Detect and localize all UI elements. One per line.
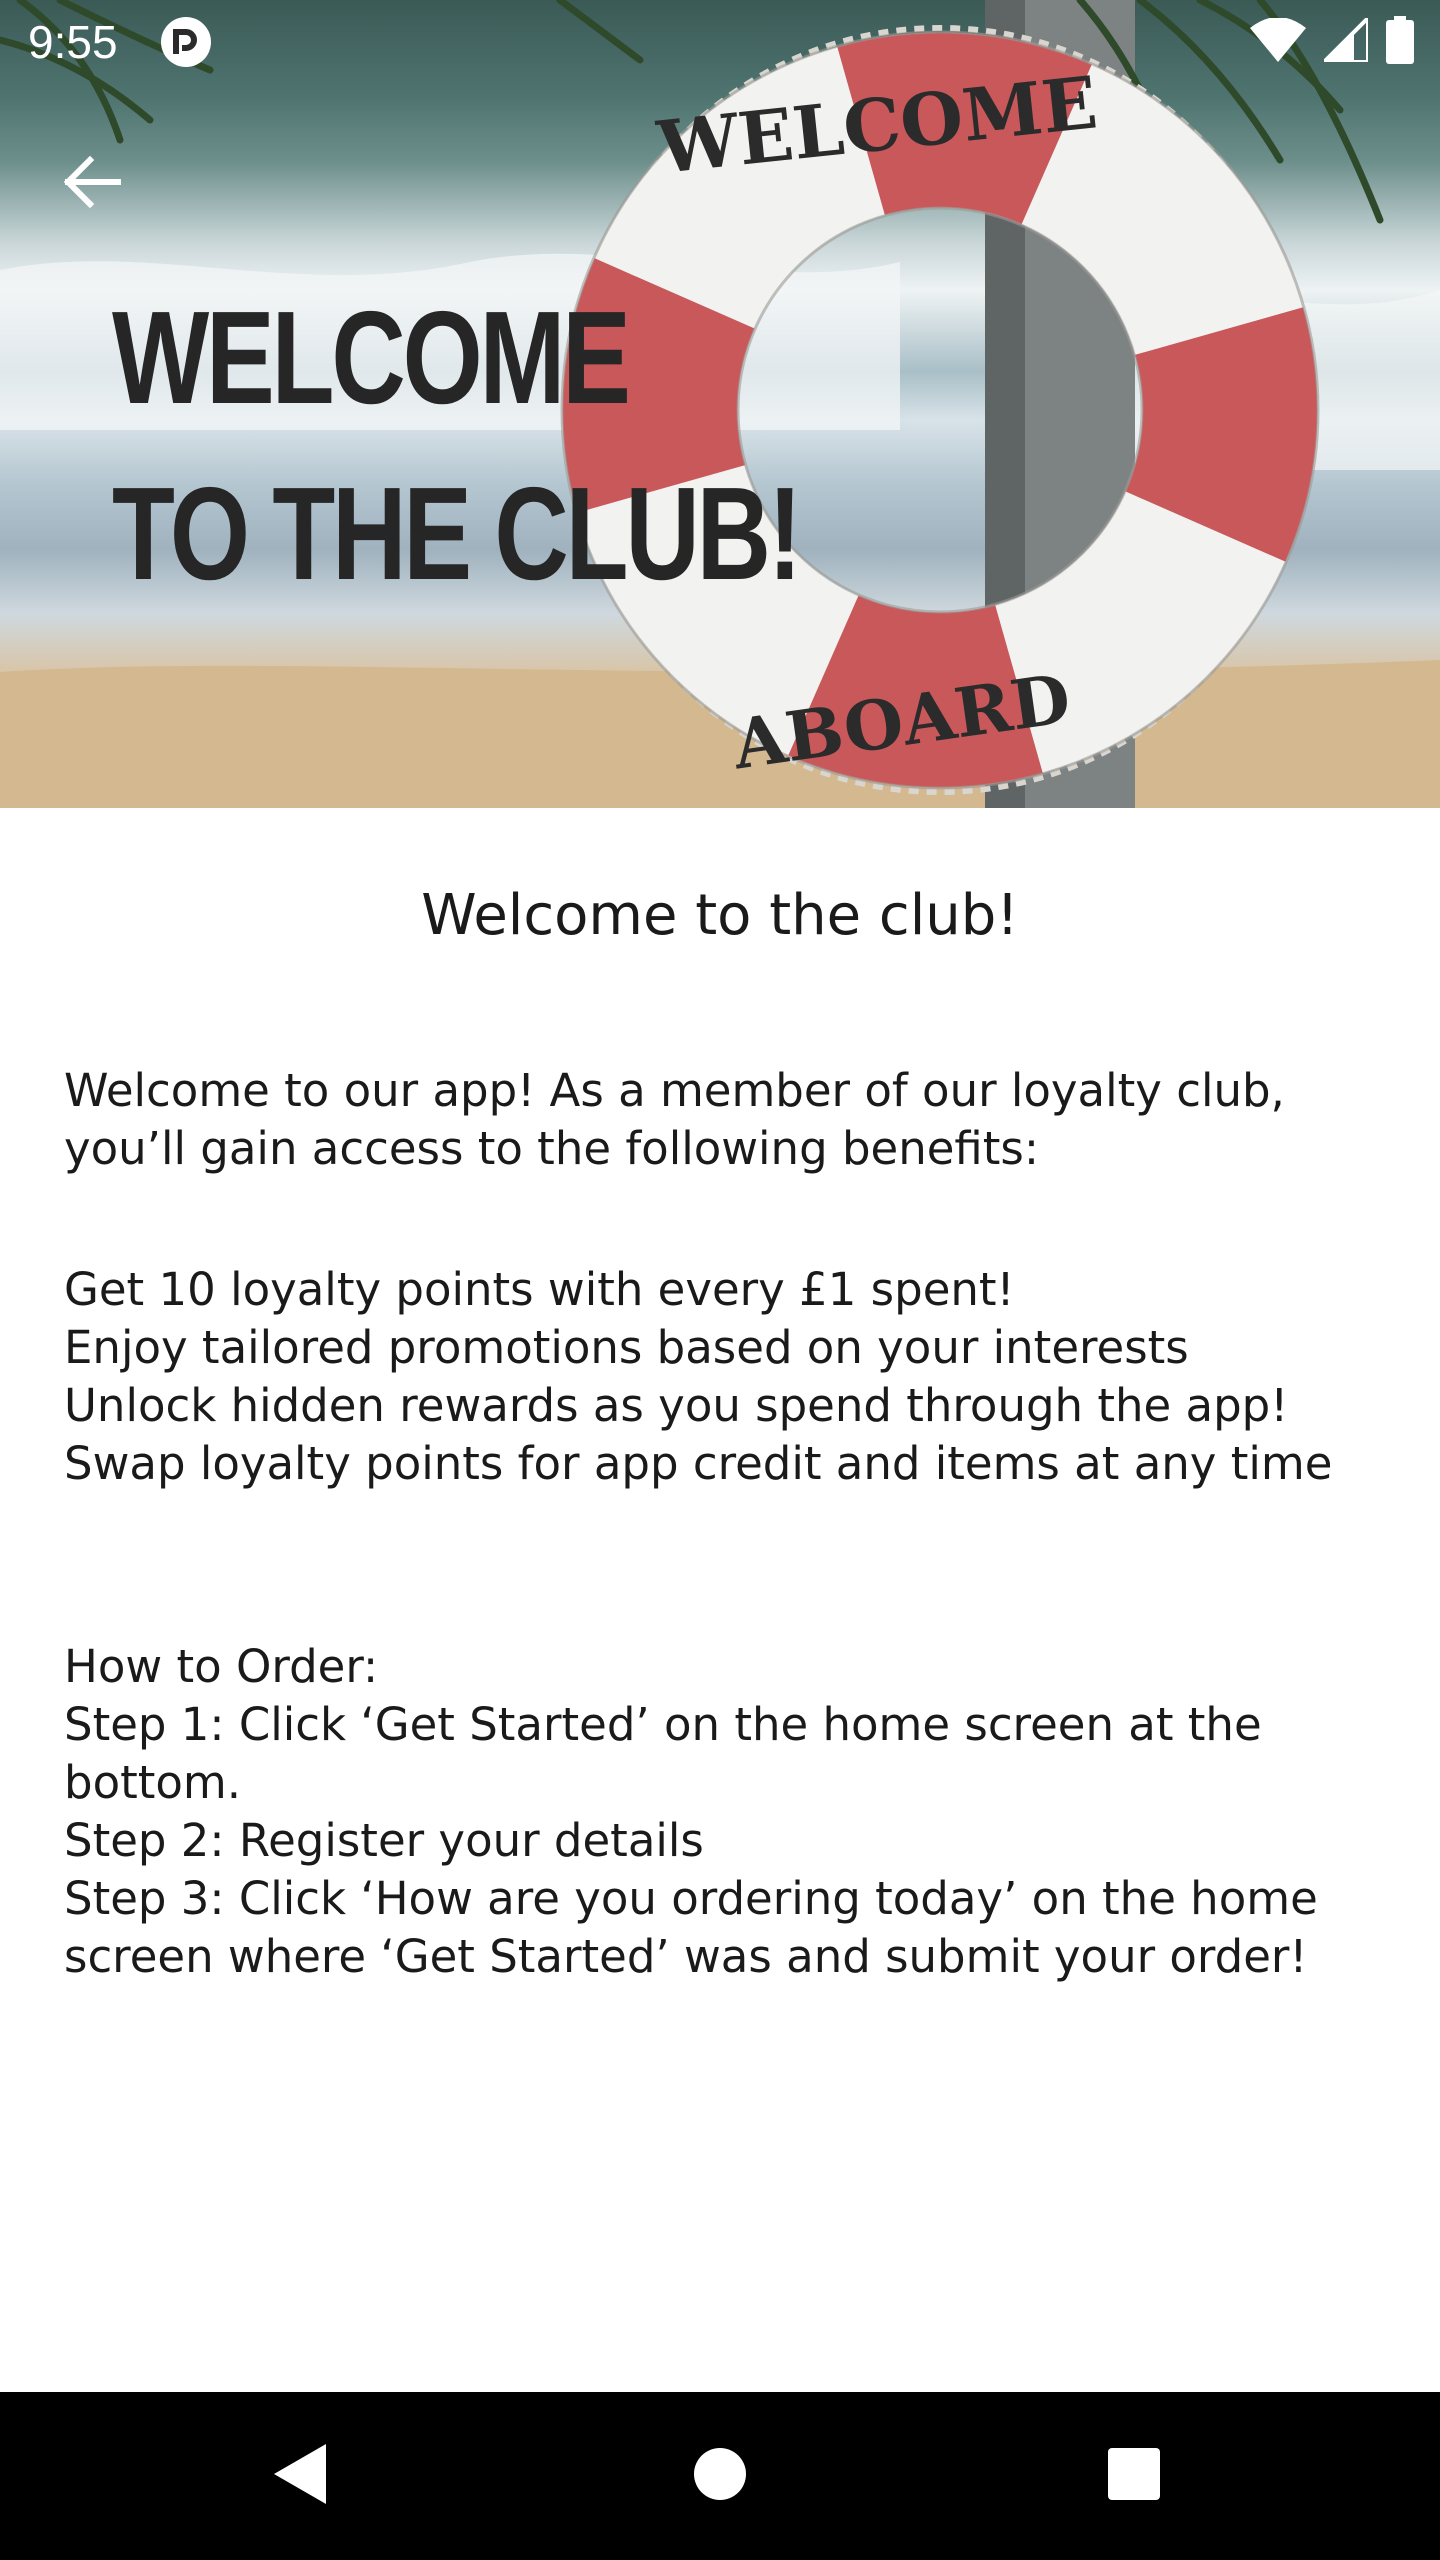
arrow-back-icon xyxy=(60,150,124,218)
page-title: Welcome to the club! xyxy=(421,883,1019,948)
benefits-section xyxy=(64,1261,1384,1493)
hero-image xyxy=(0,0,1440,808)
how-to-order-step: Step 2: Register your details xyxy=(64,1814,704,1867)
cellular-signal-icon xyxy=(1324,18,1368,66)
hero-headline-line-1: WELCOME xyxy=(112,284,628,431)
nav-back-button[interactable] xyxy=(250,2426,350,2526)
ring-text-bottom: ABOARD xyxy=(728,659,1076,786)
how-to-order-section xyxy=(64,1638,1384,1986)
app-notification-icon xyxy=(160,16,212,68)
wifi-icon xyxy=(1250,18,1306,66)
ring-text-top: WELCOME xyxy=(653,59,1102,190)
status-time: 9:55 xyxy=(28,16,118,68)
benefit-item: Get 10 loyalty points with every £1 spent! xyxy=(64,1263,1015,1316)
benefit-item: Unlock hidden rewards as you spend through the app! xyxy=(64,1379,1289,1432)
hero-headline xyxy=(112,270,799,622)
intro-text: Welcome to our app! As a member of our loyalty club, you’ll gain access to the following benefits: xyxy=(64,1064,1285,1175)
benefit-item: Enjoy tailored promotions based on your interests xyxy=(64,1321,1189,1374)
system-nav-bar xyxy=(0,2392,1440,2560)
benefit-item: Swap loyalty points for app credit and items at any time xyxy=(64,1437,1333,1490)
how-to-order-heading: How to Order: xyxy=(64,1640,379,1693)
nav-home-icon xyxy=(693,2447,747,2505)
nav-recents-button[interactable] xyxy=(1084,2426,1184,2526)
nav-back-icon xyxy=(270,2442,330,2510)
intro-section xyxy=(64,1062,1384,1178)
how-to-order-step: Step 3: Click ‘How are you ordering today’ on the home screen where ‘Get Started’ was and submit your order! xyxy=(64,1872,1318,1983)
status-icons xyxy=(1250,16,1414,68)
hero-headline-line-2: TO THE CLUB! xyxy=(112,460,800,607)
nav-recents-icon xyxy=(1107,2447,1161,2505)
nav-home-button[interactable] xyxy=(670,2426,770,2526)
back-button[interactable] xyxy=(44,136,140,232)
status-bar xyxy=(0,0,1440,84)
battery-icon xyxy=(1386,16,1414,68)
how-to-order-step: Step 1: Click ‘Get Started’ on the home screen at the bottom. xyxy=(64,1698,1262,1809)
